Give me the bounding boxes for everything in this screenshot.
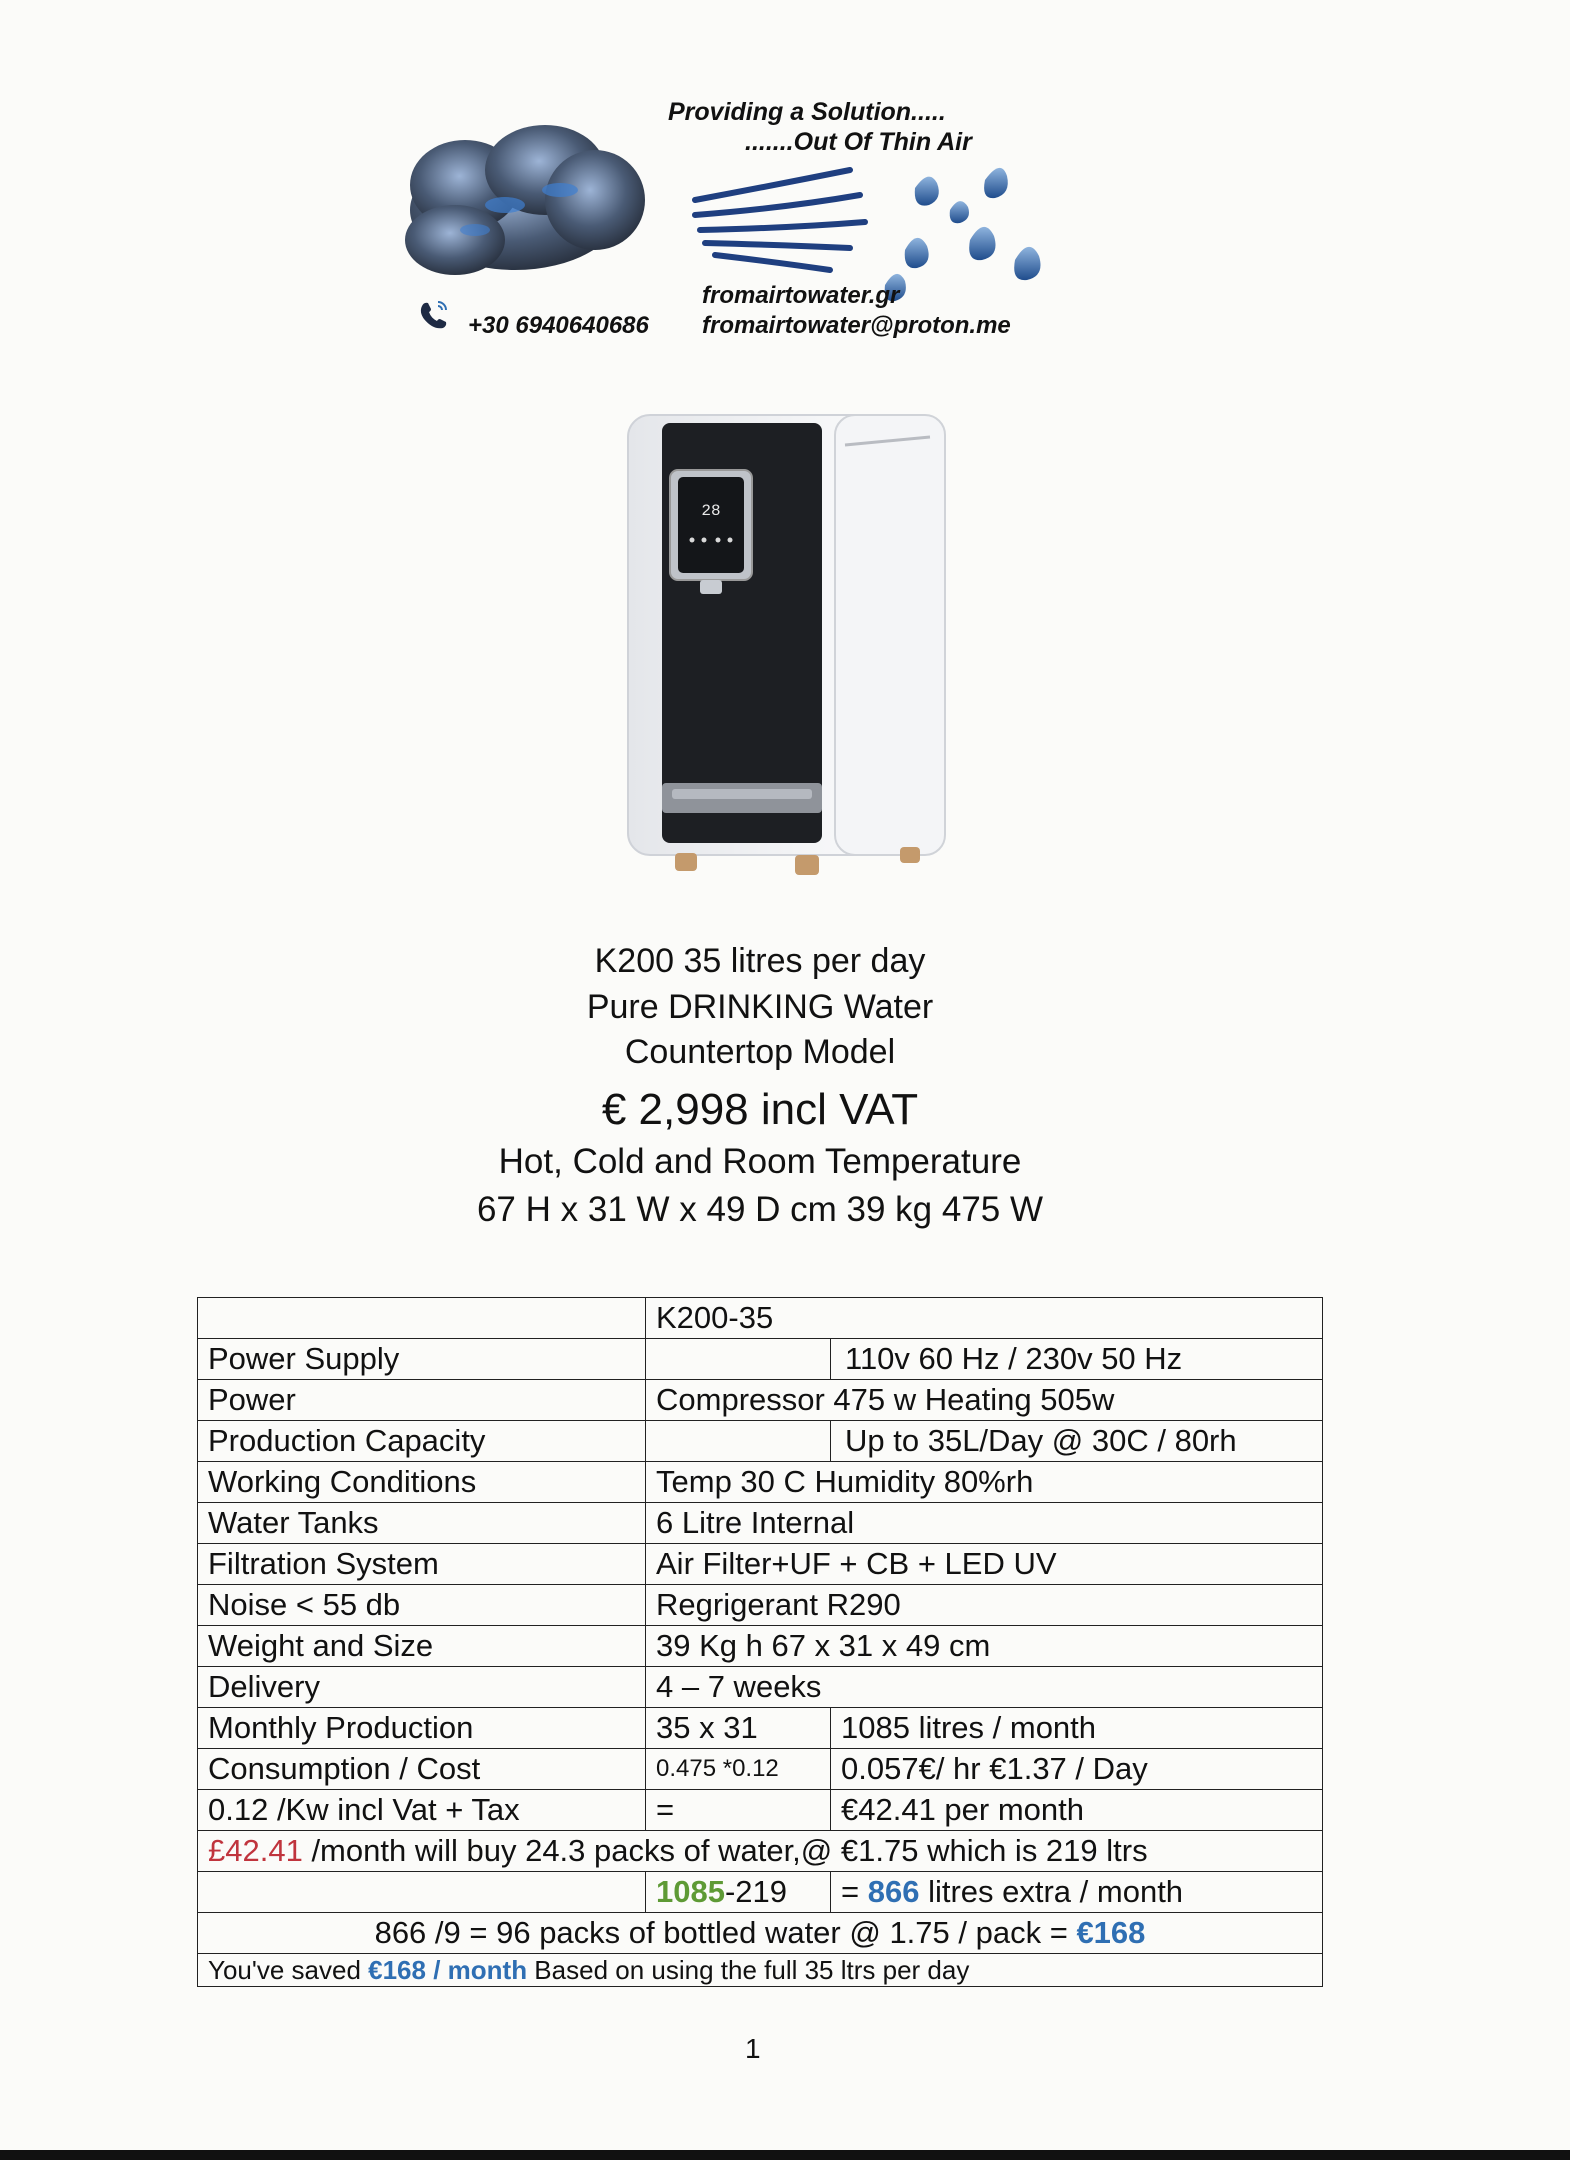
packs-summary-cell <box>198 1831 1323 1872</box>
table-row <box>198 1626 1323 1667</box>
spec-label: Filtration System <box>198 1544 646 1585</box>
table-row <box>198 1872 1323 1913</box>
model-type-title: Countertop Model <box>624 1033 896 1071</box>
spec-label: Delivery <box>198 1667 646 1708</box>
water-drops-icon <box>885 168 1041 301</box>
spec-label: Power Supply <box>198 1339 646 1380</box>
water-dispenser-image <box>620 405 965 885</box>
dimensions-title: 67 H x 31 W x 49 D cm 39 kg 475 W <box>476 1190 1044 1229</box>
extra-result-cell <box>831 1872 1323 1913</box>
spec-label: 0.12 /Kw incl Vat + Tax <box>198 1790 646 1831</box>
table-row <box>198 1831 1323 1872</box>
spec-label: Production Capacity <box>198 1421 646 1462</box>
spec-value: Up to 35L/Day @ 30C / 80rh <box>831 1421 1323 1462</box>
wind-icon <box>695 170 865 270</box>
table-row <box>198 1708 1323 1749</box>
table-row <box>198 1544 1323 1585</box>
phone-icon <box>416 298 452 334</box>
spec-label: Power <box>198 1380 646 1421</box>
savings-lead: You've saved <box>208 1955 369 1985</box>
spec-value: 110v 60 Hz / 230v 50 Hz <box>831 1339 1323 1380</box>
display-readout: 28 <box>701 502 721 520</box>
spec-value: Regrigerant R290 <box>646 1585 1323 1626</box>
extra-calc-cell <box>646 1872 831 1913</box>
table-cell <box>646 1421 831 1462</box>
table-header-row <box>198 1298 1323 1339</box>
spec-label: Monthly Production <box>198 1708 646 1749</box>
website: fromairtowater.gr <box>702 282 900 309</box>
spec-label: Noise < 55 db <box>198 1585 646 1626</box>
spec-label: Water Tanks <box>198 1503 646 1544</box>
price-title: € 2,998 incl VAT <box>601 1085 919 1134</box>
bottled-text: 866 /9 = 96 packs of bottled water @ 1.75 / pack = <box>374 1915 1077 1950</box>
packs-text: /month will buy 24.3 packs of water,@ €1.75 which is 219 ltrs <box>302 1833 1148 1868</box>
table-row <box>198 1913 1323 1954</box>
extra-litres-text: litres extra / month <box>919 1874 1184 1909</box>
water-title: Pure DRINKING Water <box>586 988 934 1026</box>
scan-edge <box>0 2150 1570 2160</box>
spec-value: Compressor 475 w Heating 505w <box>646 1380 1323 1421</box>
spec-label: Working Conditions <box>198 1462 646 1503</box>
spec-value: Air Filter+UF + CB + LED UV <box>646 1544 1323 1585</box>
table-row <box>198 1421 1323 1462</box>
calc-cell: = <box>646 1790 831 1831</box>
spec-value: 0.057€/ hr €1.37 / Day <box>831 1749 1323 1790</box>
spec-value: 39 Kg h 67 x 31 x 49 cm <box>646 1626 1323 1667</box>
table-cell <box>198 1872 646 1913</box>
model-header-cell: K200-35 <box>646 1298 1323 1339</box>
calc-cell: 35 x 31 <box>646 1708 831 1749</box>
model-title: K200 35 litres per day <box>594 942 926 980</box>
tagline-line-1: Providing a Solution..... <box>668 98 946 126</box>
spec-label: Consumption / Cost <box>198 1749 646 1790</box>
savings-cell <box>198 1954 1323 1987</box>
table-row <box>198 1790 1323 1831</box>
table-row <box>198 1462 1323 1503</box>
temperature-title: Hot, Cold and Room Temperature <box>498 1142 1022 1181</box>
savings-amount: €168 / month <box>368 1955 528 1985</box>
table-row <box>198 1954 1323 1987</box>
table-row <box>198 1749 1323 1790</box>
calc-cell: 0.475 *0.12 <box>646 1749 831 1790</box>
page-number: 1 <box>745 2033 761 2064</box>
packs-amount: £42.41 <box>208 1833 303 1868</box>
bottled-water-cell <box>198 1913 1323 1954</box>
table-row <box>198 1667 1323 1708</box>
monthly-cost-value: €42.41 per month <box>831 1790 1323 1831</box>
phone-number: +30 6940640686 <box>468 312 649 339</box>
specification-table <box>197 1297 1323 1987</box>
bottled-amount: €168 <box>1076 1915 1146 1950</box>
spec-value: 1085 litres / month <box>831 1708 1323 1749</box>
table-cell <box>198 1298 646 1339</box>
extra-litres-figure: 866 <box>867 1874 920 1909</box>
equals-sign: = <box>841 1874 868 1909</box>
spec-label: Weight and Size <box>198 1626 646 1667</box>
subtract-figure: -219 <box>724 1874 788 1909</box>
cloud-icon <box>405 125 645 275</box>
production-figure: 1085 <box>656 1874 725 1909</box>
spec-value: Temp 30 C Humidity 80%rh <box>646 1462 1323 1503</box>
table-cell <box>646 1339 831 1380</box>
table-row <box>198 1339 1323 1380</box>
table-row <box>198 1380 1323 1421</box>
savings-note: Based on using the full 35 ltrs per day <box>527 1955 970 1985</box>
table-row <box>198 1503 1323 1544</box>
tagline-line-2: .......Out Of Thin Air <box>745 128 972 156</box>
spec-value: 6 Litre Internal <box>646 1503 1323 1544</box>
table-row <box>198 1585 1323 1626</box>
email-address: fromairtowater@proton.me <box>702 312 1011 339</box>
spec-value: 4 – 7 weeks <box>646 1667 1323 1708</box>
